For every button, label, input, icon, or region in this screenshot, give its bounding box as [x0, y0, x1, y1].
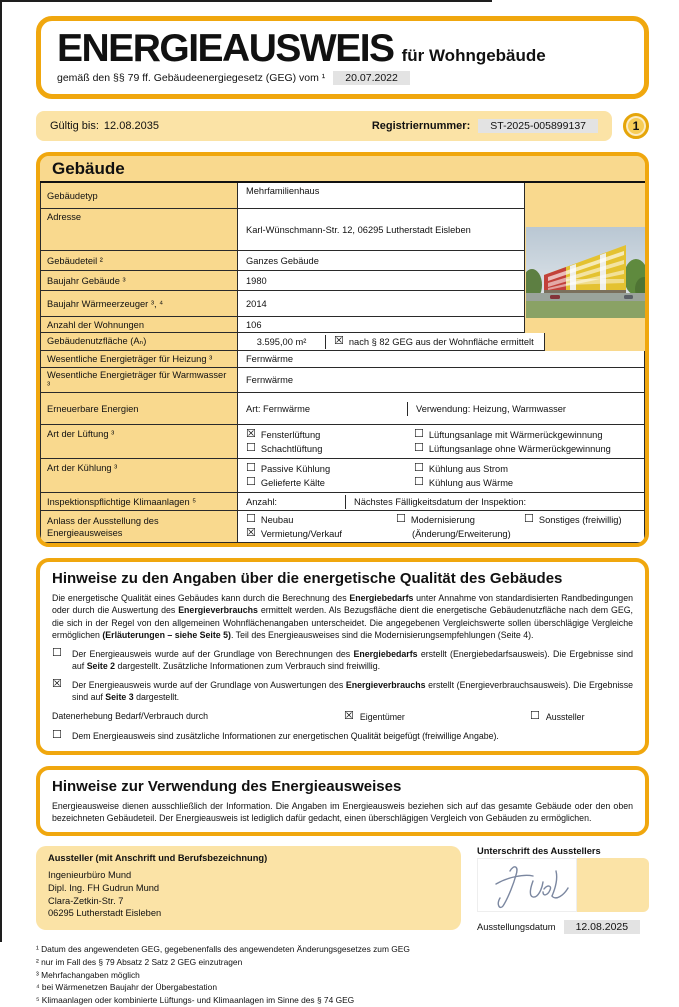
- field-value-erneuerbare: [238, 393, 645, 425]
- issuer-company: Ingenieurbüro Mund: [48, 870, 132, 881]
- field-label-lueftung: Art der Lüftung ³: [40, 425, 238, 459]
- valid-until-label: Gültig bis:: [50, 120, 99, 132]
- field-label-baujahr-gebaeude: Baujahr Gebäude ³: [40, 271, 238, 291]
- document-subtitle: für Wohngebäude: [401, 46, 546, 65]
- data-collection-label: Datenerhebung Bedarf/Verbrauch durch: [52, 711, 209, 722]
- field-label-adresse: Adresse: [40, 209, 238, 251]
- option-eigentuemer: ☒ Eigentümer: [344, 710, 405, 723]
- checkbox-bedarfsausweis[interactable]: ☐: [52, 646, 62, 659]
- checkbox-passive-kuehlung[interactable]: ☐: [246, 462, 256, 474]
- section-building: [36, 152, 649, 547]
- option-modernisierung: ☐ Modernisierung: [396, 513, 475, 525]
- signature-area: [477, 858, 577, 912]
- klima-termin: Nächstes Fälligkeitsdatum der Inspektion:: [354, 496, 527, 507]
- field-value-heizung: Fernwärme: [238, 351, 645, 368]
- checkbox-lueftungsanlage-mit-wrg[interactable]: ☐: [414, 428, 424, 440]
- field-value-klimaanlagen: [238, 493, 645, 511]
- option-vermietung-verkauf: ☒ Vermietung/Verkauf: [246, 527, 343, 539]
- checkbox-fensterlueftung[interactable]: ☒: [246, 428, 256, 440]
- issuer-street: Clara-Zetkin-Str. 7: [48, 895, 124, 906]
- field-label-gebaeudeteil: Gebäudeteil ²: [40, 251, 238, 271]
- field-value-nutzflaeche: [238, 333, 545, 351]
- table-row: [40, 351, 645, 368]
- photo-spacer: [545, 333, 645, 351]
- header-box: [36, 16, 649, 99]
- checkbox-aussteller[interactable]: ☐: [530, 710, 540, 723]
- signature-image: [478, 859, 578, 913]
- photo-spacer: [525, 183, 645, 209]
- building-table: [40, 183, 645, 543]
- field-value-gebaeudetyp: Mehrfamilienhaus: [238, 183, 525, 209]
- signature-column: [477, 846, 649, 934]
- option-fensterlueftung: ☒ Fensterlüftung: [246, 428, 321, 440]
- footnote-4: ⁴ bei Wärmenetzen Baujahr der Übergabestation: [36, 982, 217, 993]
- option-sonstiges: ☐ Sonstiges (freiwillig): [524, 513, 622, 525]
- checkbox-gelieferte-kaelte[interactable]: ☐: [246, 476, 256, 488]
- checkbox-lueftungsanlage-ohne-wrg[interactable]: ☐: [414, 442, 424, 454]
- option-lueftungsanlage-mit-wrg: ☐ Lüftungsanlage mit Wärmerückgewinnung: [414, 428, 603, 440]
- option-kuehlung-strom: ☐ Kühlung aus Strom: [414, 462, 508, 474]
- field-value-lueftung: [238, 425, 645, 459]
- data-collection-row: [52, 711, 633, 722]
- option-zusatzinfo: [52, 730, 633, 742]
- table-row: [40, 317, 645, 333]
- usage-paragraph: Energieausweise dienen ausschließlich der Information. Die Angaben im Energieausweis beziehen sich auf das gesamte Gebäude oder den oben bezeichneten Gebäudeteil. Der Energieausweis ist lediglich dafür gedacht, einen überschlägigen Vergleich von Gebäuden zu ermöglichen.: [52, 800, 633, 823]
- field-label-nutzflaeche: Gebäudenutzfläche (Aₙ): [40, 333, 238, 351]
- table-row: [40, 493, 645, 511]
- valid-until-value: 12.08.2035: [103, 120, 159, 132]
- option-kuehlung-waerme: ☐ Kühlung aus Wärme: [414, 476, 514, 488]
- option-gelieferte-kaelte: ☐ Gelieferte Kälte: [246, 476, 325, 488]
- signature-label: Unterschrift des Ausstellers: [477, 846, 601, 857]
- option-aussteller: ☐ Aussteller: [530, 710, 585, 723]
- option-verbrauchsausweis: [52, 679, 633, 704]
- registration-number-value: ST-2025-005899137: [478, 119, 598, 133]
- building-photo: [526, 227, 645, 318]
- bedarfsausweis-text: Der Energieausweis wurde auf der Grundlage von Berechnungen des Energiebedarfs erstellt (Energiebedarfsausweis). Die Ergebnisse sind auf Seite 2 dargestellt. Zusätzliche Informationen zum Verbrauch sind freiwillig.: [72, 648, 633, 672]
- table-row: [40, 368, 645, 393]
- document-title: ENERGIEAUSWEIS: [57, 27, 394, 70]
- checkbox-zusatzinfo[interactable]: ☐: [52, 729, 62, 742]
- option-modernisierung-zusatz: (Änderung/Erweiterung): [412, 528, 511, 539]
- table-row: [40, 393, 645, 425]
- field-label-anzahl-wohnungen: Anzahl der Wohnungen: [40, 317, 238, 333]
- issuer-row: [36, 846, 649, 934]
- field-label-warmwasser: Wesentliche Energieträger für Warmwasser ³: [40, 368, 238, 393]
- nutzflaeche-value: 3.595,00 m²: [238, 335, 326, 349]
- checkbox-kuehlung-waerme[interactable]: ☐: [414, 476, 424, 488]
- klima-anzahl: Anzahl:: [238, 495, 346, 509]
- section-building-title: Gebäude: [40, 156, 645, 183]
- field-value-anzahl-wohnungen: 106: [238, 317, 525, 333]
- footnote-2: ² nur im Fall des § 79 Absatz 2 Satz 2 GEG einzutragen: [36, 957, 243, 968]
- section-quality-title: Hinweise zu den Angaben über die energetische Qualität des Gebäudes: [52, 570, 563, 587]
- term-erlaeuterungen: (Erläuterungen – siehe Seite 5): [102, 630, 231, 641]
- field-value-kuehlung: [238, 459, 645, 493]
- field-label-kuehlung: Art der Kühlung ³: [40, 459, 238, 493]
- scan-edge-left: [0, 0, 2, 942]
- geg-date-field: 20.07.2022: [333, 71, 410, 85]
- zusatzinfo-text: Dem Energieausweis sind zusätzliche Informationen zur energetischen Qualität beigefügt (freiwillige Angabe).: [72, 731, 499, 742]
- checkbox-eigentuemer[interactable]: ☒: [344, 710, 354, 723]
- field-value-baujahr-gebaeude: 1980: [238, 271, 525, 291]
- term-energieverbrauch: Energieverbrauchs: [178, 605, 258, 616]
- photo-spacer: [525, 317, 645, 333]
- checkbox-schachtlueftung[interactable]: ☐: [246, 442, 256, 454]
- field-label-klimaanlagen: Inspektionspflichtige Klimaanlagen ⁵: [40, 493, 238, 511]
- option-neubau: ☐ Neubau: [246, 513, 294, 525]
- validity-bar: [36, 111, 612, 141]
- table-row: [40, 459, 645, 493]
- checkbox-wohnflaeche-ermittelt[interactable]: ☒: [334, 335, 344, 347]
- scan-edge-top: [0, 0, 492, 2]
- checkbox-verbrauchsausweis[interactable]: ☒: [52, 677, 62, 690]
- issuer-label: Aussteller (mit Anschrift und Berufsbezeichnung): [48, 853, 268, 864]
- field-value-anlass: [238, 511, 645, 543]
- field-label-erneuerbare: Erneuerbare Energien: [40, 393, 238, 425]
- table-row: [40, 333, 645, 351]
- section-usage-hints: [36, 766, 649, 837]
- field-value-gebaeudeteil: Ganzes Gebäude: [238, 251, 525, 271]
- issuer-box: [36, 846, 461, 929]
- field-label-heizung: Wesentliche Energieträger für Heizung ³: [40, 351, 238, 368]
- law-reference: gemäß den §§ 79 ff. Gebäudeenergiegesetz (GEG) vom ¹: [57, 72, 326, 84]
- term-energiebedarf: Energiebedarfs: [349, 593, 414, 603]
- checkbox-modernisierung[interactable]: ☐: [396, 513, 406, 525]
- nutzflaeche-note: nach § 82 GEG aus der Wohnfläche ermittelt: [348, 336, 534, 347]
- page-number: 1: [632, 119, 640, 133]
- signature-backdrop: [577, 858, 649, 912]
- page-number-badge: [623, 113, 649, 139]
- issue-date-label: Ausstellungsdatum: [477, 922, 556, 933]
- field-label-anlass: Anlass der Ausstellung des Energieausweises: [40, 511, 238, 543]
- quality-intro-paragraph: Die energetische Qualität eines Gebäudes kann durch die Berechnung des Energiebedarfs unter Annahme von standardisierten Randbedingungen oder durch die Auswertung des Energieverbrauchs ermittelt werden. Als Bezugsfläche dient die energetische Gebäudenutzfläche nach dem GEG, die sich in der Regel von den allgemeinen Wohnflächenangaben unterscheidet. Die angegebenen Vergleichswerte sollen überschlägige Vergleiche ermöglichen (Erläuterungen – siehe Seite 5). Teil des Energieausweises sind die Modernisierungsempfehlungen (Seite 4).: [52, 593, 633, 641]
- footnote-3: ³ Mehrfachangaben möglich: [36, 969, 140, 980]
- erneuerbare-verwendung: Verwendung: Heizung, Warmwasser: [416, 403, 567, 414]
- table-row: [40, 511, 645, 543]
- erneuerbare-art: Art: Fernwärme: [238, 402, 408, 416]
- section-usage-title: Hinweise zur Verwendung des Energieausweises: [52, 777, 402, 795]
- checkbox-neubau[interactable]: ☐: [246, 513, 256, 525]
- field-label-baujahr-waermeerzeuger: Baujahr Wärmeerzeuger ³, ⁴: [40, 291, 238, 317]
- issue-date-value: 12.08.2025: [564, 920, 641, 934]
- verbrauchsausweis-text: Der Energieausweis wurde auf der Grundlage von Auswertungen des Energieverbrauchs erstellt (Energieverbrauchsausweis). Die Ergebnisse sind auf Seite 3 dargestellt.: [72, 679, 633, 702]
- issuer-city: 06295 Lutherstadt Eisleben: [48, 908, 162, 919]
- checkbox-vermietung-verkauf[interactable]: ☒: [246, 527, 256, 539]
- table-row: [40, 183, 645, 209]
- nutzflaeche-method: [326, 334, 544, 349]
- registration-number-label: Registriernummer:: [371, 120, 471, 132]
- issuer-person: Dipl. Ing. FH Gudrun Mund: [48, 883, 160, 894]
- checkbox-sonstiges[interactable]: ☐: [524, 513, 534, 525]
- field-value-baujahr-waermeerzeuger: 2014: [238, 291, 525, 317]
- option-bedarfsausweis: [52, 648, 633, 673]
- checkbox-kuehlung-strom[interactable]: ☐: [414, 462, 424, 474]
- footnote-5: ⁵ Klimaanlagen oder kombinierte Lüftungs- und Klimaanlagen im Sinne des § 74 GEG: [36, 994, 355, 1005]
- option-passive-kuehlung: ☐ Passive Kühlung: [246, 462, 331, 474]
- field-value-warmwasser: Fernwärme: [238, 368, 645, 393]
- option-lueftungsanlage-ohne-wrg: ☐ Lüftungsanlage ohne Wärmerückgewinnung: [414, 442, 611, 454]
- footnotes: [36, 943, 649, 1006]
- field-value-adresse: Karl-Wünschmann-Str. 12, 06295 Lutherstadt Eisleben: [238, 209, 525, 251]
- field-label-gebaeudetyp: Gebäudetyp: [40, 183, 238, 209]
- table-row: [40, 425, 645, 459]
- option-schachtlueftung: ☐ Schachtlüftung: [246, 442, 323, 454]
- section-quality-hints: [36, 558, 649, 755]
- footnote-1: ¹ Datum des angewendeten GEG, gegebenenfalls des angewendeten Änderungsgesetzes zum GEG: [36, 944, 410, 955]
